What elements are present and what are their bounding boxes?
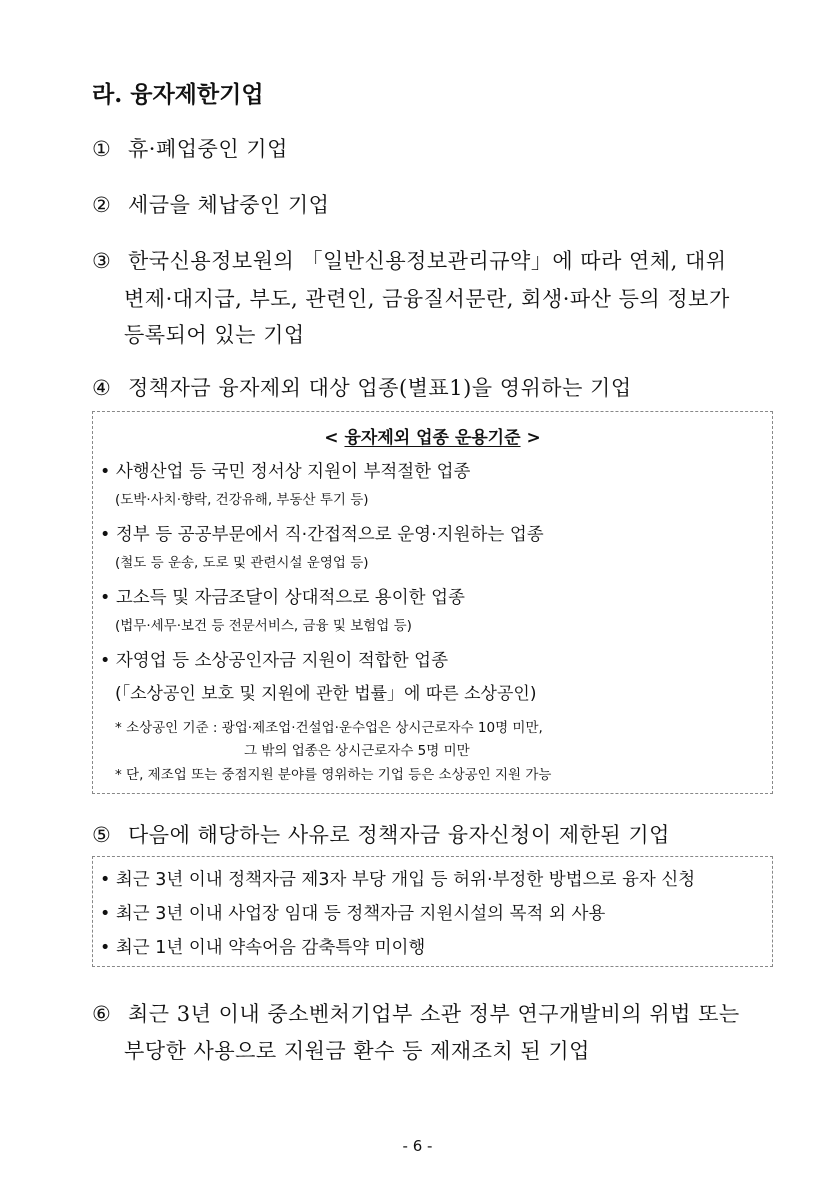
item-6-line-2: 부당한 사용으로 지원금 환수 등 제재조치 된 기업 (124, 1039, 590, 1063)
box2-bullet-1: • 최근 3년 이내 정책자금 제3자 부당 개입 등 허위·부정한 방법으로 융자 신청 (100, 870, 696, 890)
box-bullet-3-sub: (법무·세무·보건 등 전문서비스, 금융 및 보험업 등) (115, 618, 412, 634)
box-heading: < 융자제외 업종 운용기준 > (324, 428, 541, 448)
box2-bullet-2: • 최근 3년 이내 사업장 임대 등 정책자금 지원시설의 목적 외 사용 (100, 904, 606, 924)
item-text: 세금을 체납중인 기업 (128, 193, 330, 217)
item-2 (92, 189, 329, 219)
item-number: ⑥ (92, 1002, 112, 1026)
box-note-2: * 단, 제조업 또는 중점지원 분야를 영위하는 기업 등은 소상공인 지원 가능 (115, 767, 552, 783)
item-3 (92, 245, 727, 275)
box-note-1-cont: 그 밖의 업종은 상시근로자수 5명 미만 (244, 743, 470, 759)
box-heading-text: 융자제외 업종 운용기준 (344, 428, 521, 448)
item-number: ⑤ (92, 823, 112, 847)
item-6 (92, 998, 740, 1028)
restriction-reasons-box (92, 856, 773, 967)
box-bullet-1-sub: (도박·사치·향락, 건강유해, 부동산 투기 등) (115, 492, 369, 508)
section-title: 라. 융자제한기업 (92, 81, 264, 108)
item-text: 정책자금 융자제외 대상 업종(별표1)을 영위하는 기업 (128, 376, 632, 400)
item-3-line-3: 등록되어 있는 기업 (124, 323, 305, 347)
item-text: 최근 3년 이내 중소벤처기업부 소관 정부 연구개발비의 위법 또는 (128, 1002, 740, 1026)
item-number: ② (92, 193, 112, 217)
item-4 (92, 372, 632, 402)
item-3-line-2: 변제·대지급, 부도, 관련인, 금융질서문란, 회생·파산 등의 정보가 (124, 287, 730, 311)
item-text: 휴·폐업중인 기업 (128, 137, 288, 161)
item-number: ① (92, 137, 112, 161)
box-bullet-4-sub: (「소상공인 보호 및 지원에 관한 법률」에 따른 소상공인) (115, 684, 537, 704)
item-text: 한국신용정보원의 「일반신용정보관리규약」에 따라 연체, 대위 (128, 249, 727, 273)
item-5 (92, 819, 670, 849)
box-bullet-4: • 자영업 등 소상공인자금 지원이 적합한 업종 (100, 651, 448, 671)
box-bullet-1: • 사행산업 등 국민 정서상 지원이 부적절한 업종 (100, 462, 471, 482)
page-number: - 6 - (402, 1137, 433, 1155)
item-1 (92, 133, 288, 163)
box-bullet-3: • 고소득 및 자금조달이 상대적으로 용이한 업종 (100, 588, 465, 608)
box2-bullet-3: • 최근 1년 이내 약속어음 감축특약 미이행 (100, 938, 426, 958)
item-text: 다음에 해당하는 사유로 정책자금 융자신청이 제한된 기업 (128, 823, 670, 847)
excluded-industries-box (92, 411, 773, 794)
box-note-1: * 소상공인 기준 : 광업·제조업·건설업·운수업은 상시근로자수 10명 미만, (115, 720, 543, 736)
item-number: ③ (92, 249, 112, 273)
box-bullet-2: • 정부 등 공공부문에서 직·간접적으로 운영·지원하는 업종 (100, 525, 544, 545)
box-bullet-2-sub: (철도 등 운송, 도로 및 관련시설 운영업 등) (115, 555, 369, 571)
item-number: ④ (92, 376, 112, 400)
